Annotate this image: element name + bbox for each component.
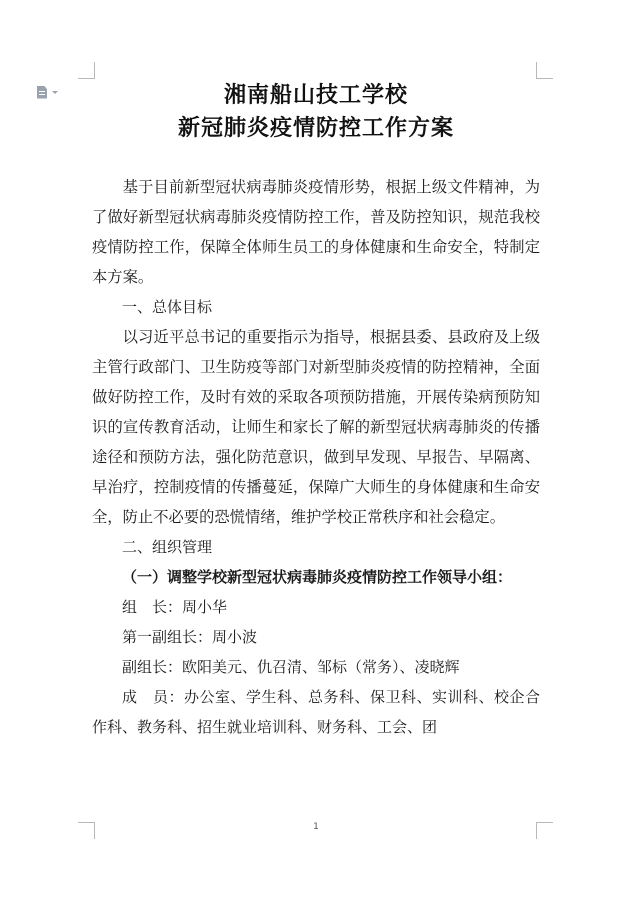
subsection-heading-leadership-group: （一）调整学校新型冠状病毒肺炎疫情防控工作领导小组： [122,568,513,586]
goals-paragraph: 以习近平总书记的重要指示为指导，根据县委、县政府及上级主管行政部门、卫生防疫等部门对新型肺炎疫情的防控精神，全面做好防控工作，及时有效的采取各项预防措施，开展传染病预防知识的宣传教育活动，让师生和家长了解的新型冠状病毒肺炎的传播途径和预防方法，强化防范意识，做到早发现、早报告、早隔离、早治疗，控制疫情的传播蔓延，保障广大师生的身体健康和生命安全，防止不必要的恐慌情绪，维护学校正常秩序和社会稳定。 [92,328,540,526]
document-body [92,172,540,742]
page-corner-mark-top-right [536,62,553,79]
member-leader: 组 长：周小华 [122,598,228,616]
member-departments: 成 员：办公室、学生科、总务科、保卫科、实训科、校企合作科、教务科、招生就业培训科、财务科、工会、团 [92,688,540,736]
member-first-deputy: 第一副组长：周小波 [122,628,258,646]
page-number: 1 [313,822,319,832]
page-corner-mark-top-left [78,62,95,79]
section-heading-goals: 一、总体目标 [122,298,213,316]
section-heading-organization: 二、组织管理 [122,538,213,556]
document-title-plan: 新冠肺炎疫情防控工作方案 [177,116,454,141]
intro-paragraph: 基于目前新型冠状病毒肺炎疫情形势，根据上级文件精神，为了做好新型冠状病毒肺炎疫情防控工作，普及防控知识，规范我校疫情防控工作，保障全体师生员工的身体健康和生命安全，特制定本方案。 [92,178,540,286]
document-title-school: 湘南船山技工学校 [223,83,408,108]
member-deputies: 副组长：欧阳美元、仇召清、邹标（常务）、凌晓辉 [122,658,460,676]
